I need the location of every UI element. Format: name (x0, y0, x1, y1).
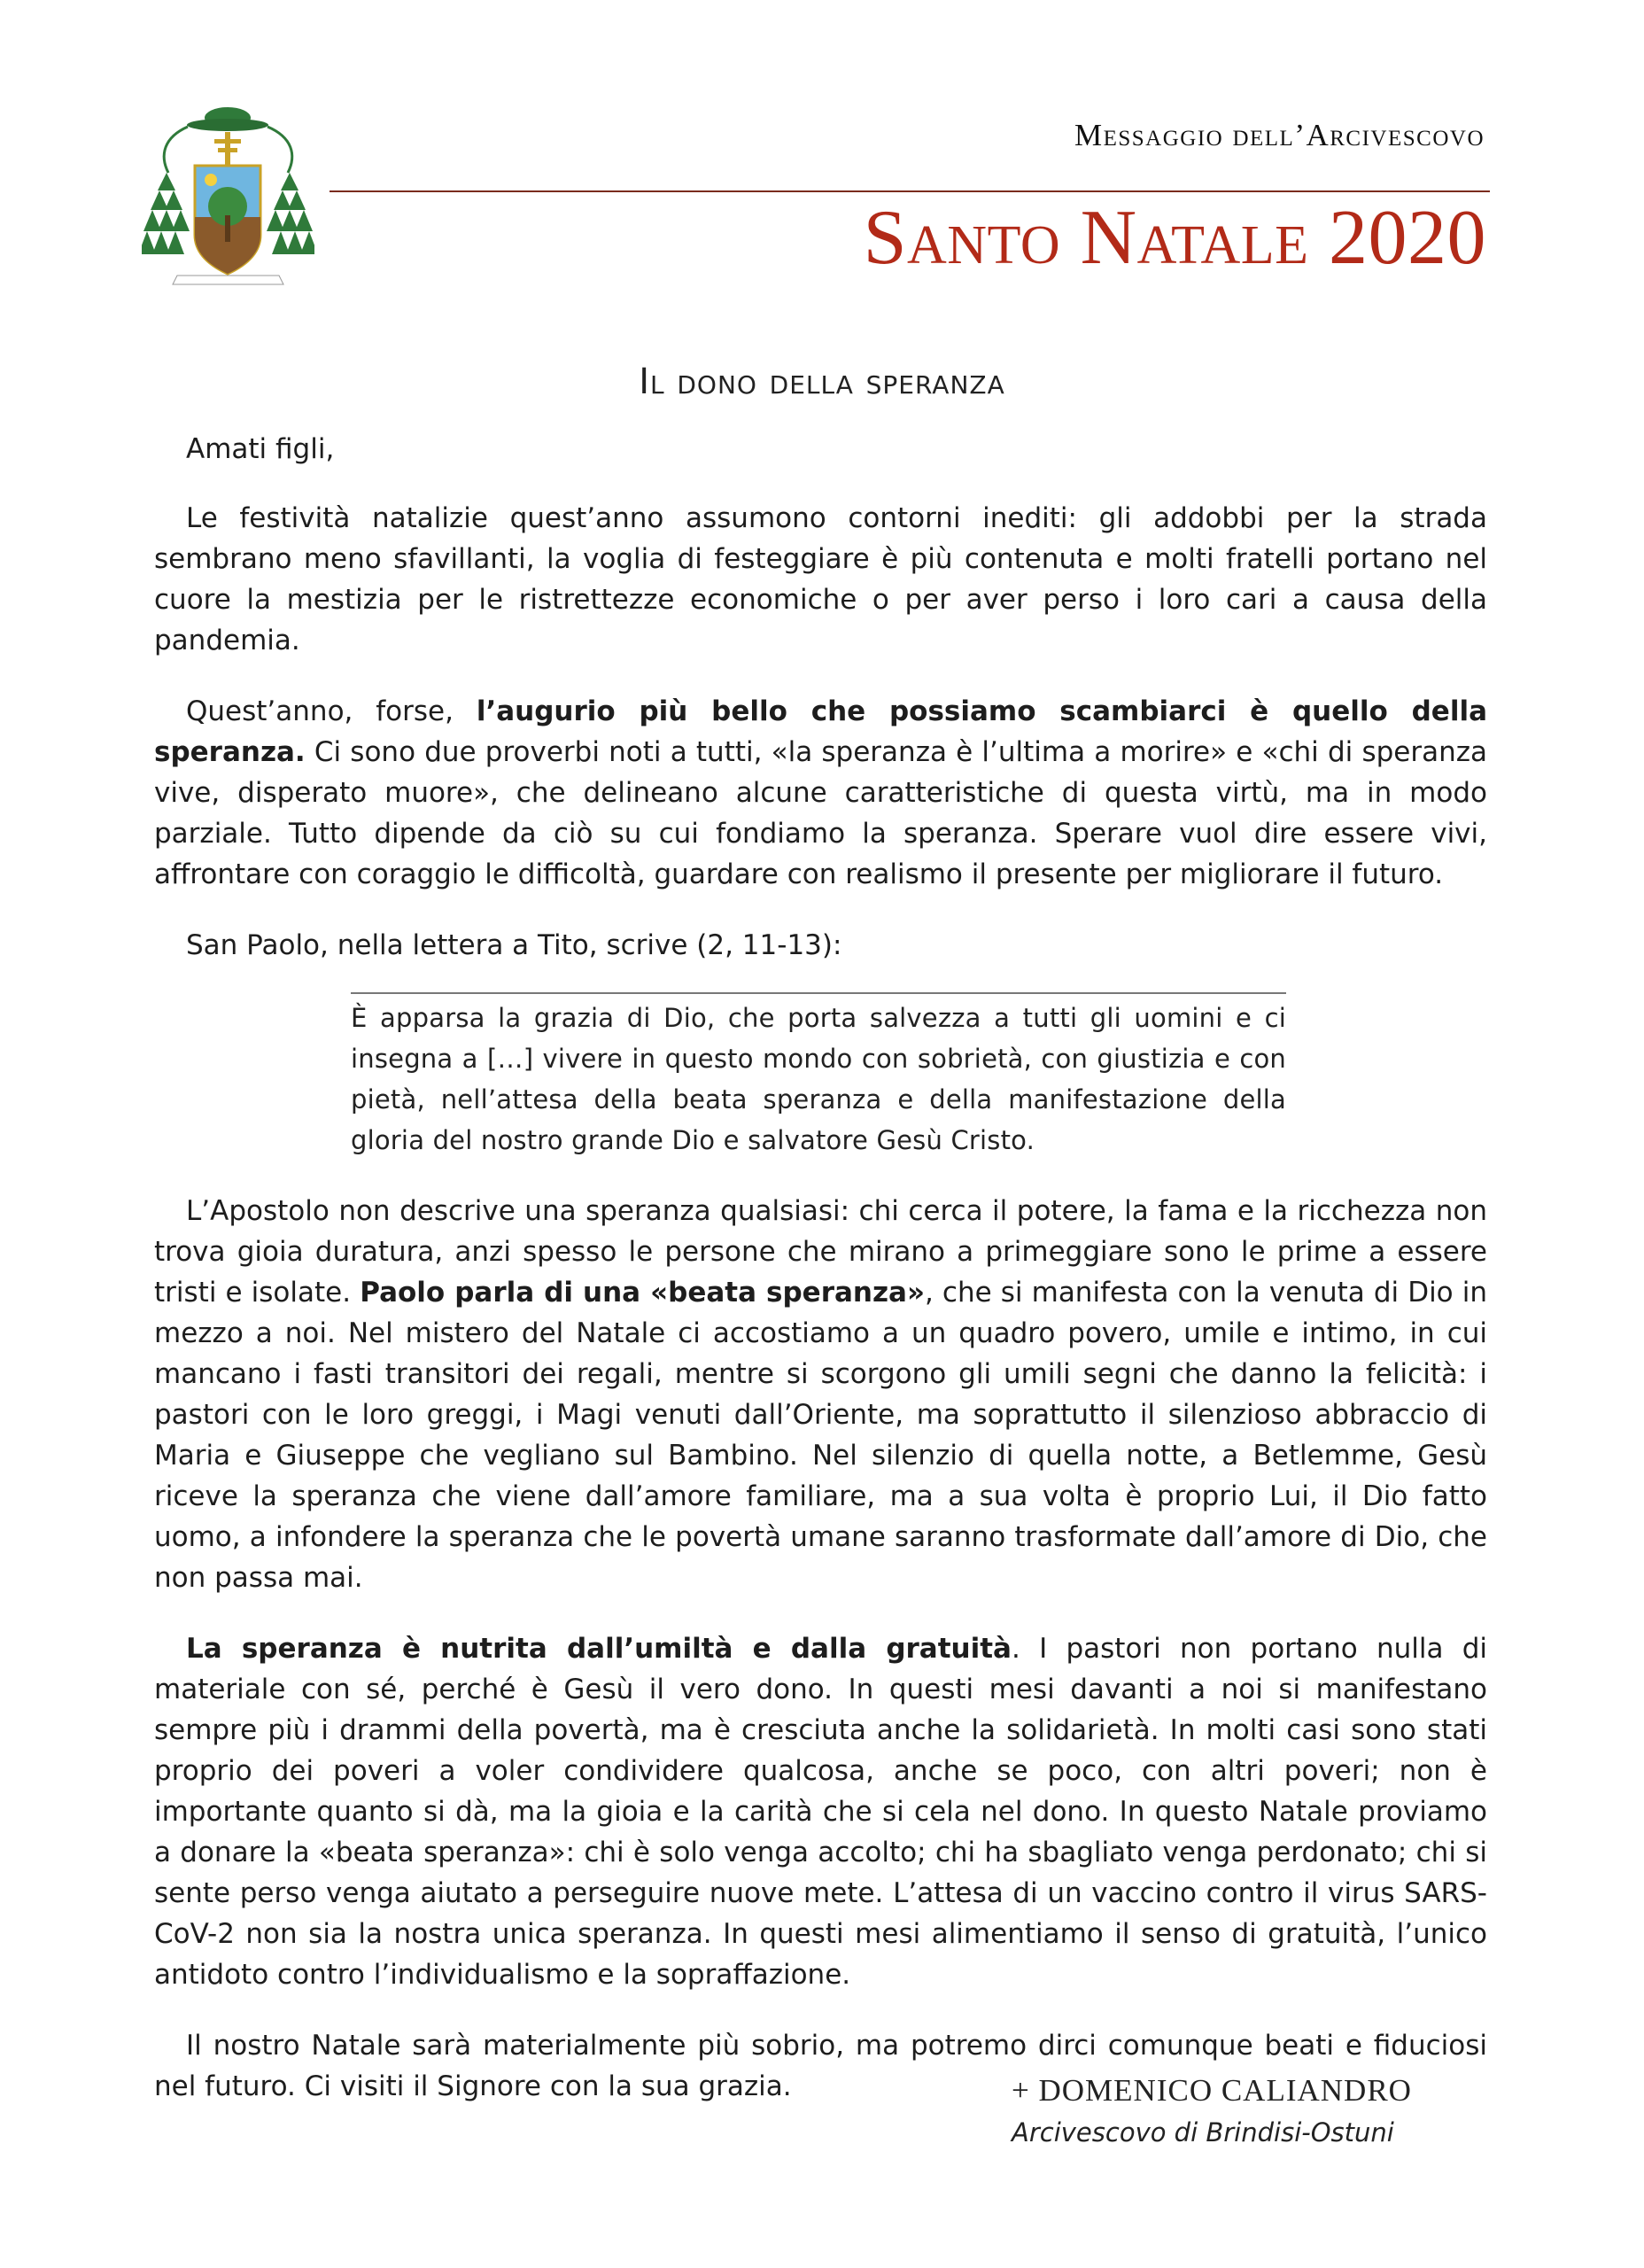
paragraph-5 (154, 1628, 1487, 1995)
paragraph-2-lead: Quest’anno, forse, (186, 695, 477, 727)
letter-body (154, 429, 1487, 2137)
scripture-quote: È apparsa la grazia di Dio, che porta salvezza a tutti gli uomini e ci insegna a […] vivere in questo mondo con sobrietà, con giustizia e con pietà, nell’attesa della beata speranza e della manifestazione della gloria del nostro grande Dio e salvatore Gesù Cristo. (351, 992, 1286, 1161)
paragraph-2 (154, 691, 1487, 895)
paragraph-2-rest: Ci sono due proverbi noti a tutti, «la speranza è l’ultima a morire» e «chi di speranza vive, disperato muore», che delineano alcune caratteristiche di questa virtù, ma in modo parziale. Tutto dipende da ciò su cui fondiamo la speranza. Sperare vuol dire essere vivi, affrontare con coraggio le difficoltà, guardare con realismo il presente per migliorare il futuro. (154, 736, 1487, 890)
signature-role: Arcivescovo di Brindisi-Ostuni (1012, 2117, 1394, 2148)
header-divider (330, 190, 1490, 192)
page-title: Santo Natale 2020 (863, 195, 1486, 281)
paragraph-4-rest: , che si manifesta con la venuta di Dio in mezzo a noi. Nel mistero del Natale ci accostiamo a un quadro povero, umile e intimo, in cui mancano i fasti transitori dei regali, mentre si scorgono gli umili segni che danno la felicità: i pastori con le loro greggi, i Magi venuti dall’Oriente, ma soprattutto il silenzioso abbraccio di Maria e Giuseppe che vegliano sul Bambino. Nel silenzio di quella notte, a Betlemme, Gesù riceve la speranza che viene dall’amore familiare, ma a sua volta è proprio Lui, il Dio fatto uomo, a infondere la speranza che le povertà umane saranno trasformate dall’amore di Dio, che non passa mai. (154, 1277, 1487, 1594)
paragraph-5-emphasis: La speranza è nutrita dall’umiltà e dalla gratuità (186, 1633, 1012, 1665)
paragraph-4-lead: L’Apostolo non descrive una speranza qualsiasi: chi cerca il potere, la fama e la ricchezza non trova gioia duratura, anzi spesso le persone che mirano a primeggiare sono le prime a essere tristi e isolate. (154, 1195, 1487, 1309)
signature-name: + DOMENICO CALIANDRO (1012, 2073, 1412, 2108)
paragraph-1: Le festività natalizie quest’anno assumono contorni inediti: gli addobbi per la strada sembrano meno sfavillanti, la voglia di festeggiare è più contenuta e molti fratelli portano nel cuore la mestizia per le ristrettezze economiche o per aver perso i loro cari a causa della pandemia. (154, 502, 1487, 656)
paragraph-6: Il nostro Natale sarà materialmente più sobrio, ma potremo dirci comunque beati e fiduciosi nel futuro. Ci visiti il Signore con la sua grazia. (154, 2030, 1487, 2102)
paragraph-4-emphasis: Paolo parla di una «beata speranza» (360, 1277, 925, 1309)
paragraph-4 (154, 1191, 1487, 1598)
paragraph-5-rest: . I pastori non portano nulla di materiale con sé, perché è Gesù il vero dono. In questi mesi davanti a noi si manifestano sempre più i drammi della povertà, ma è cresciuta anche la solidarietà. In molti casi sono stati proprio dei poveri a voler condividere qualcosa, anche se poco, con altri poveri; non è importante quanto si dà, ma la gioia e la carità che si cela nel dono. In questo Natale proviamo a donare la «beata speranza»: chi è solo venga accolto; chi ha sbagliato venga perdonato; chi si sente perso venga aiutato a perseguire nuove mete. L’attesa di un vaccino contro il virus SARS-CoV-2 non sia la nostra unica speranza. In questi mesi alimentiamo il senso di gratuità, l’unico antidoto contro l’individualismo e la sopraffazione. (154, 1633, 1487, 1991)
coat-of-arms-icon (142, 102, 314, 301)
headline: Il dono della speranza (639, 361, 1005, 402)
kicker-text: Messaggio dell’Arcivescovo (1074, 118, 1485, 152)
paragraph-3: San Paolo, nella lettera a Tito, scrive (2, 11-13): (186, 929, 842, 961)
salutation: Amati figli, (186, 433, 335, 465)
signature-block (1012, 2069, 1412, 2152)
paragraph-2-emphasis: l’augurio più bello che possiamo scambiarci è quello della speranza. (154, 695, 1487, 768)
